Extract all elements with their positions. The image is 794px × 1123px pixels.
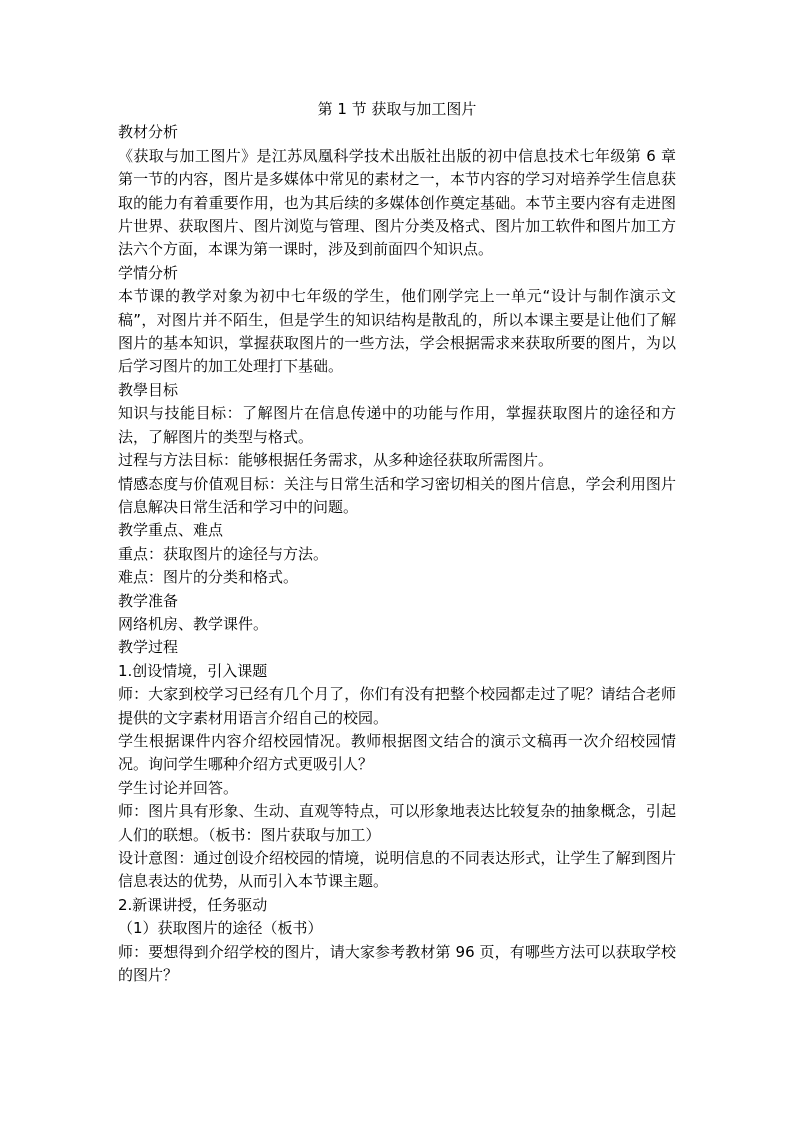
paragraph-teacher-intro: 师：大家到校学习已经有几个月了，你们有没有把整个校园都走过了呢？请结合老师提供的文字素材用语言介绍自己的校园。 (118, 685, 676, 727)
paragraph-student-discussion: 学生讨论并回答。 (118, 778, 239, 797)
document-title: 第 1 节 获取与加工图片 (317, 100, 477, 118)
section-heading-teaching-process: 教学过程 (118, 638, 179, 657)
section-heading-preparation: 教学准备 (118, 591, 179, 610)
paragraph-teacher-question: 师：要想得到介绍学校的图片，请大家参考教材第 96 页，有哪些方法可以获取学校的图片？ (118, 942, 676, 985)
paragraph-knowledge-goal: 知识与技能目标：了解图片在信息传递中的功能与作用，掌握获取图片的途径和方法，了解图片的类型与格式。 (118, 404, 676, 446)
section-heading-teaching-goals: 教學目标 (118, 380, 179, 399)
paragraph-textbook-analysis: 《获取与加工图片》是江苏凤凰科学技术出版社出版的初中信息技术七年级第 6 章第一节的内容，图片是多媒体中常见的素材之一，本节内容的学习对培养学生信息获取的能力有着重要作用，也为其后续的多媒体创作奠定基础。本节主要内容有走进图片世界、获取图片、图片浏览与管理、图片分类及格式、图片加工软件和图片加工方法六个方面，本课为第一课时，涉及到前面四个知识点。 (118, 146, 676, 259)
paragraph-student-intro: 学生根据课件内容介绍校园情况。教师根据图文结合的演示文稿再一次介绍校园情况。询问学生哪种介绍方式更吸引人？ (118, 731, 676, 774)
section-heading-key-points: 教学重点、难点 (118, 521, 224, 540)
section-heading-textbook-analysis: 教材分析 (118, 123, 179, 142)
paragraph-key-point: 重点：获取图片的途径与方法。 (118, 544, 329, 563)
paragraph-design-intent: 设计意图：通过创设介绍校园的情境，说明信息的不同表达形式，让学生了解到图片信息表达的优势，从而引入本节课主题。 (118, 849, 676, 891)
paragraph-emotion-goal: 情感态度与价值观目标：关注与日常生活和学习密切相关的图片信息，学会利用图片信息解决日常生活和学习中的问题。 (118, 474, 676, 516)
paragraph-teacher-summary: 师：图片具有形象、生动、直观等特点，可以形象地表达比较复杂的抽象概念，引起人们的联想。（板书：图片获取与加工） (118, 802, 676, 844)
paragraph-preparation: 网络机房、教学课件。 (118, 614, 269, 633)
section-heading-student-analysis: 学情分析 (118, 263, 179, 282)
document-page (118, 98, 676, 987)
paragraph-step-1-title: 1.创设情境，引入课题 (118, 661, 268, 680)
paragraph-process-goal: 过程与方法目标：能够根据任务需求，从多种途径获取所需图片。 (118, 451, 554, 470)
paragraph-subsection-1: （1）获取图片的途径（板书） (118, 919, 323, 938)
paragraph-difficult-point: 难点：图片的分类和格式。 (118, 568, 299, 587)
paragraph-step-2-title: 2.新课讲授，任务驱动 (118, 895, 268, 914)
paragraph-student-analysis: 本节课的教学对象为初中七年级的学生，他们刚学完上一单元“设计与制作演示文稿”，对图片并不陌生，但是学生的知识结构是散乱的，所以本课主要是让他们了解图片的基本知识，掌握获取图片的一些方法，学会根据需求来获取所要的图片，为以后学习图片的加工处理打下基础。 (118, 287, 676, 376)
